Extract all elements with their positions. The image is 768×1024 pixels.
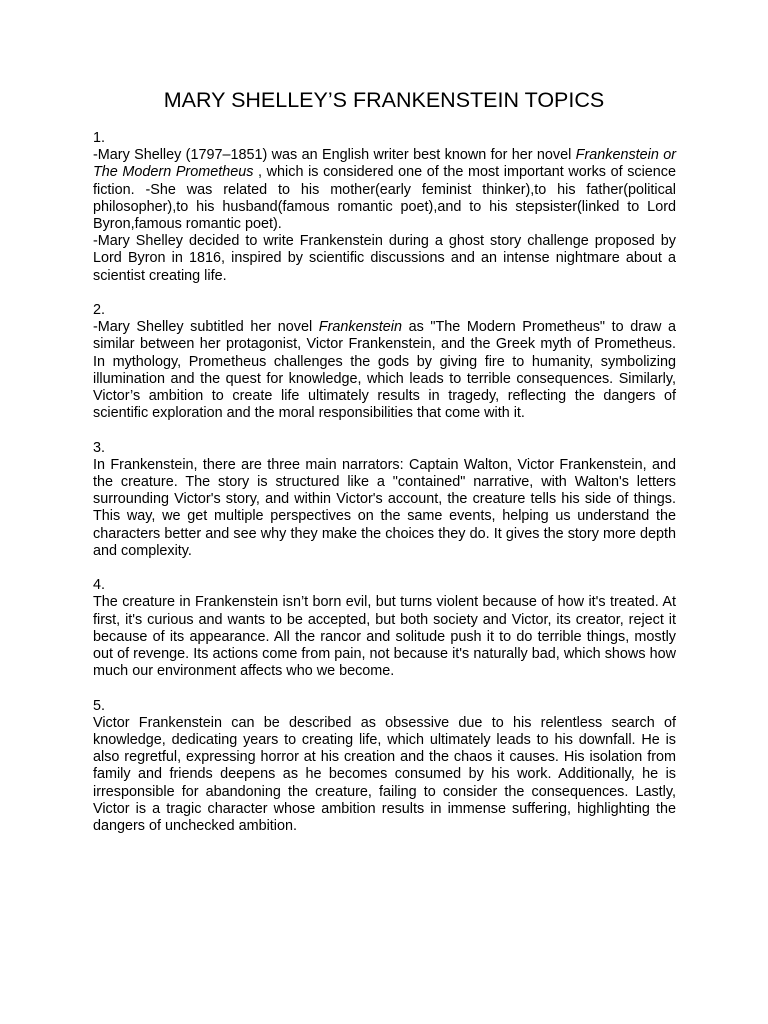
topic-section-4: [93, 577, 676, 680]
topic-paragraph: [93, 319, 676, 422]
topic-section-3: [93, 440, 676, 560]
topic-number: 2.: [93, 302, 106, 319]
topic-section-5: [93, 698, 676, 836]
topic-paragraph: -Mary Shelley decided to write Frankenstein during a ghost story challenge proposed by Lord Byron in 1816, inspired by scientific discussions and an intense nightmare about a scientist creating life.: [93, 233, 676, 284]
page-title: MARY SHELLEY’S FRANKENSTEIN TOPICS: [163, 88, 605, 112]
topic-paragraph: [93, 147, 676, 233]
topic-section-1: [93, 130, 676, 285]
topic-paragraph: In Frankenstein, there are three main narrators: Captain Walton, Victor Frankenstein, and the creature. The story is structured like a "contained" narrative, with Walton's letters surrounding Victor's story, and within Victor's account, the creature tells his side of things. This way, we get multiple perspectives on the same events, helping us understand the characters better and see why they make the choices they do. It gives the story more depth and complexity.: [93, 456, 676, 559]
novel-title-italic: Frankenstein: [318, 319, 402, 336]
topic-section-2: [93, 302, 676, 422]
topic-number: 5.: [93, 697, 106, 714]
topic-number: 3.: [93, 439, 106, 456]
topic-paragraph: The creature in Frankenstein isn’t born evil, but turns violent because of how it's treated. At first, it's curious and wants to be accepted, but both society and Victor, its creator, reject it because of its appearance. All the rancor and solitude push it to do terrible things, mostly out of revenge. Its actions come from pain, not because it's naturally bad, which shows how much our environment affects who we become.: [93, 594, 676, 680]
topic-number: 1.: [93, 130, 106, 146]
paragraph-text: as "The Modern Prometheus" to draw a similar between her protagonist, Victor Frankenstein, and the Greek myth of Prometheus. In mythology, Prometheus challenges the gods by giving fire to humanity, symbolizing illumination and the quest for knowledge, which leads to terrible consequences. Similarly, Victor’s ambition to create life ultimately results in tragedy, reflecting the dangers of scientific exploration and the moral responsibilities that come with it.: [93, 319, 677, 422]
topic-paragraph: Victor Frankenstein can be described as obsessive due to his relentless search of knowledge, dedicating years to creating life, which ultimately leads to his downfall. He is also regretful, expressing horror at his creation and the chaos it causes. His isolation from family and friends deepens as he becomes consumed by his work. Additionally, he is irresponsible for abandoning the creature, failing to consider the consequences. Lastly, Victor is a tragic character whose ambition results in immense suffering, highlighting the dangers of unchecked ambition.: [93, 714, 676, 835]
topic-number: 4.: [93, 577, 106, 594]
novel-title-italic: Frankenstein or The Modern Prometheus: [93, 147, 676, 181]
document-body: [93, 130, 676, 852]
paragraph-text: -Mary Shelley subtitled her novel: [93, 319, 319, 336]
paragraph-text: -Mary Shelley (1797–1851) was an English writer best known for her novel: [93, 147, 576, 164]
paragraph-text: , which is considered one of the most important works of science fiction. -She was related to his mother(early feminist thinker),to his father(political philosopher),to his husband(famous romantic poet),and to his stepsister(linked to Lord Byron,famous romantic poet).: [93, 164, 676, 233]
